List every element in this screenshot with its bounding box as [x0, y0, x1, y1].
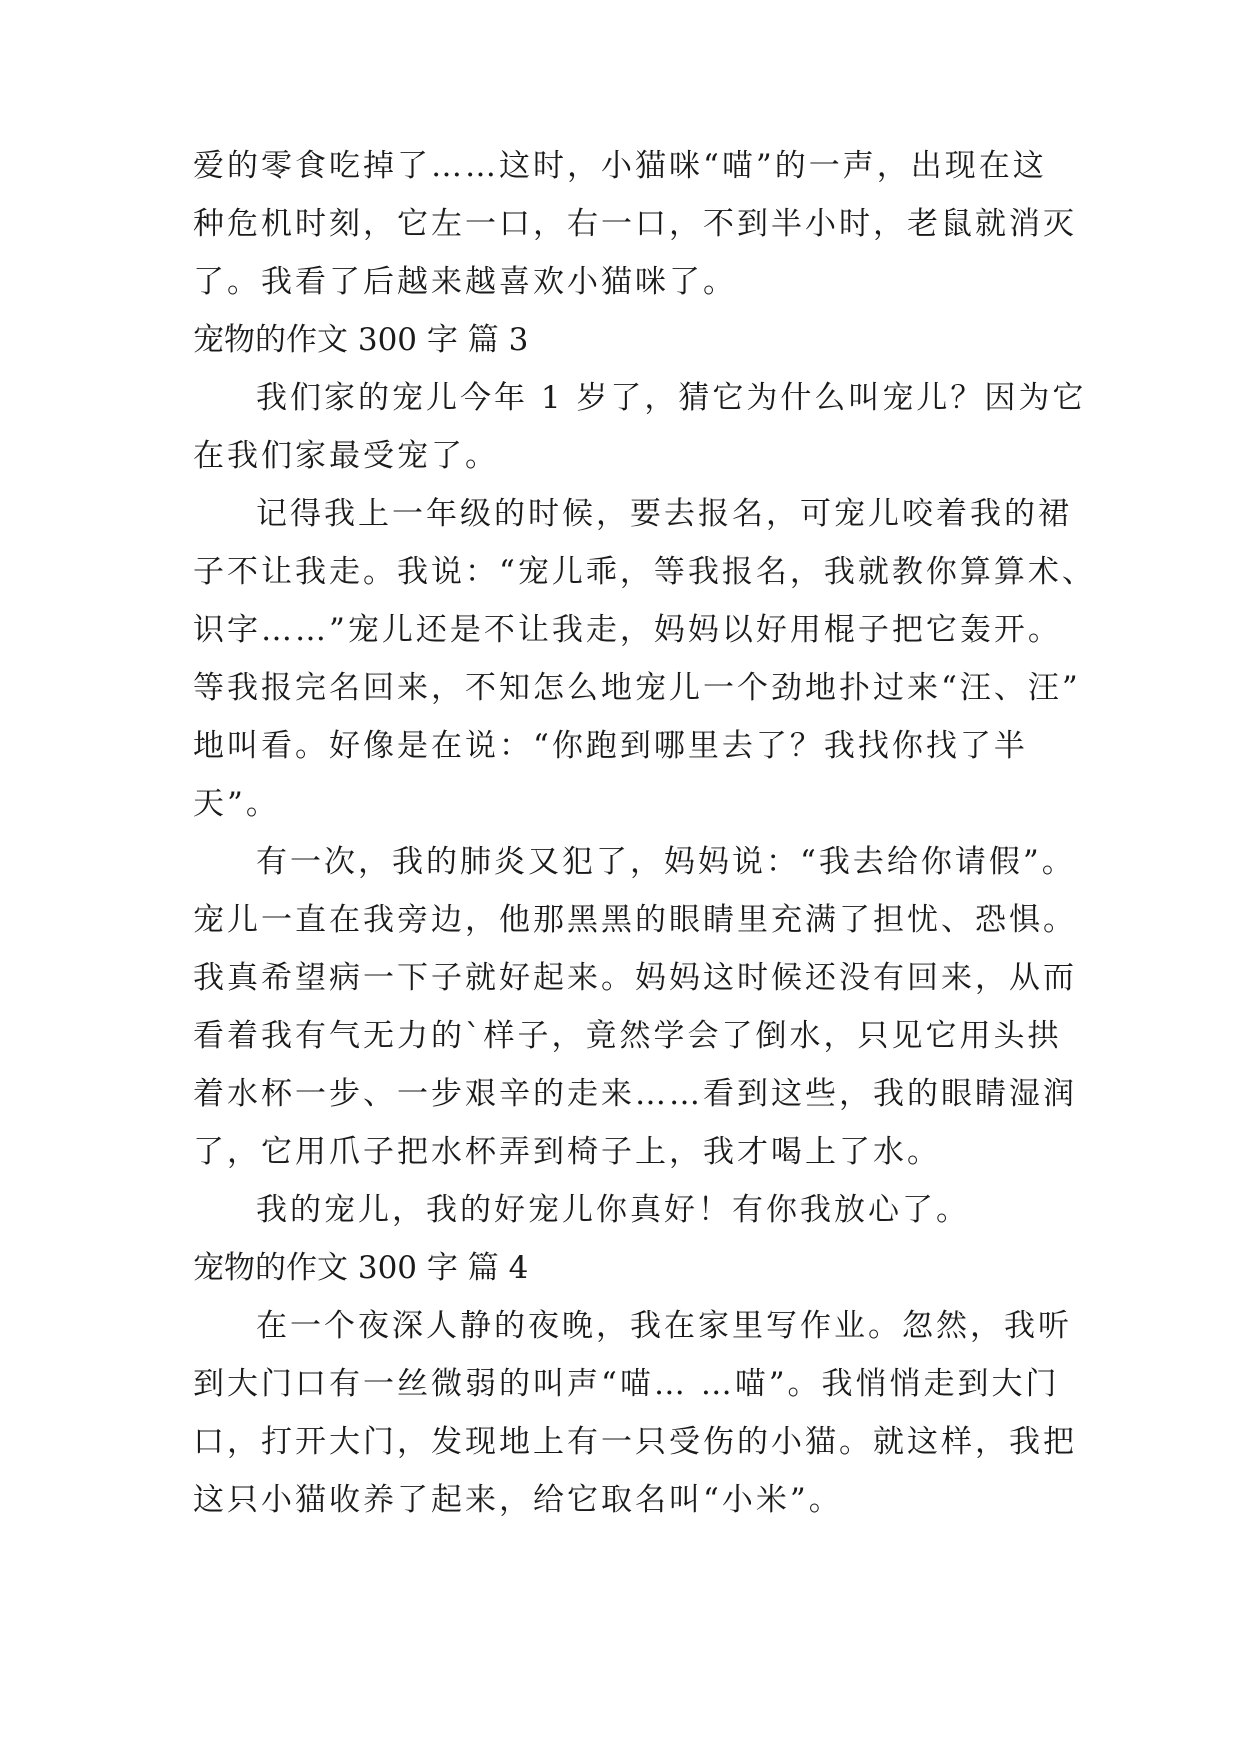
text-line: 了，它用爪子把水杯弄到椅子上，我才喝上了水。	[193, 1134, 941, 1170]
text-line: 我真希望病一下子就好起来。妈妈这时候还没有回来，从而	[193, 960, 1077, 996]
text-line: 看着我有气无力的`样子，竟然学会了倒水，只见它用头拱	[193, 1018, 1062, 1054]
text-line: 在我们家最受宠了。	[193, 438, 499, 474]
text-line: 到大门口有一丝微弱的叫声“喵… …喵”。我悄悄走到大门	[193, 1366, 1060, 1402]
text-line: 地叫看。好像是在说：“你跑到哪里去了？我找你找了半	[193, 728, 1028, 764]
text-line: 识字……”宠儿还是不让我走，妈妈以好用棍子把它轰开。	[193, 612, 1062, 648]
text-line: 子不让我走。我说：“宠儿乖，等我报名，我就教你算算术、	[193, 554, 1096, 590]
text-line: 等我报完名回来，不知怎么地宠儿一个劲地扑过来“汪、汪”	[193, 670, 1081, 706]
text-line: 口，打开大门，发现地上有一只受伤的小猫。就这样，我把	[193, 1424, 1077, 1460]
text-line: 种危机时刻，它左一口，右一口，不到半小时，老鼠就消灭	[193, 206, 1077, 242]
text-line: 宠儿一直在我旁边，他那黑黑的眼睛里充满了担忧、恐惧。	[193, 902, 1077, 938]
text-line: 我们家的宠儿今年 1 岁了，猜它为什么叫宠儿？因为它	[256, 380, 1087, 416]
text-line: 着水杯一步、一步艰辛的走来……看到这些，我的眼睛湿润	[193, 1076, 1077, 1112]
section-heading: 宠物的作文 300 字 篇 3	[193, 322, 529, 358]
section-heading: 宠物的作文 300 字 篇 4	[193, 1250, 529, 1286]
text-line: 我的宠儿，我的好宠儿你真好！有你我放心了。	[256, 1192, 970, 1228]
text-line: 记得我上一年级的时候，要去报名，可宠儿咬着我的裙	[256, 496, 1072, 532]
text-line: 在一个夜深人静的夜晚，我在家里写作业。忽然，我听	[256, 1308, 1072, 1344]
text-line: 天”。	[193, 786, 280, 822]
text-line: 有一次，我的肺炎又犯了，妈妈说：“我去给你请假”。	[256, 844, 1076, 880]
text-line: 爱的零食吃掉了……这时，小猫咪“喵”的一声，出现在这	[193, 148, 1047, 184]
text-line: 了。我看了后越来越喜欢小猫咪了。	[193, 264, 737, 300]
text-line: 这只小猫收养了起来，给它取名叫“小米”。	[193, 1482, 843, 1518]
